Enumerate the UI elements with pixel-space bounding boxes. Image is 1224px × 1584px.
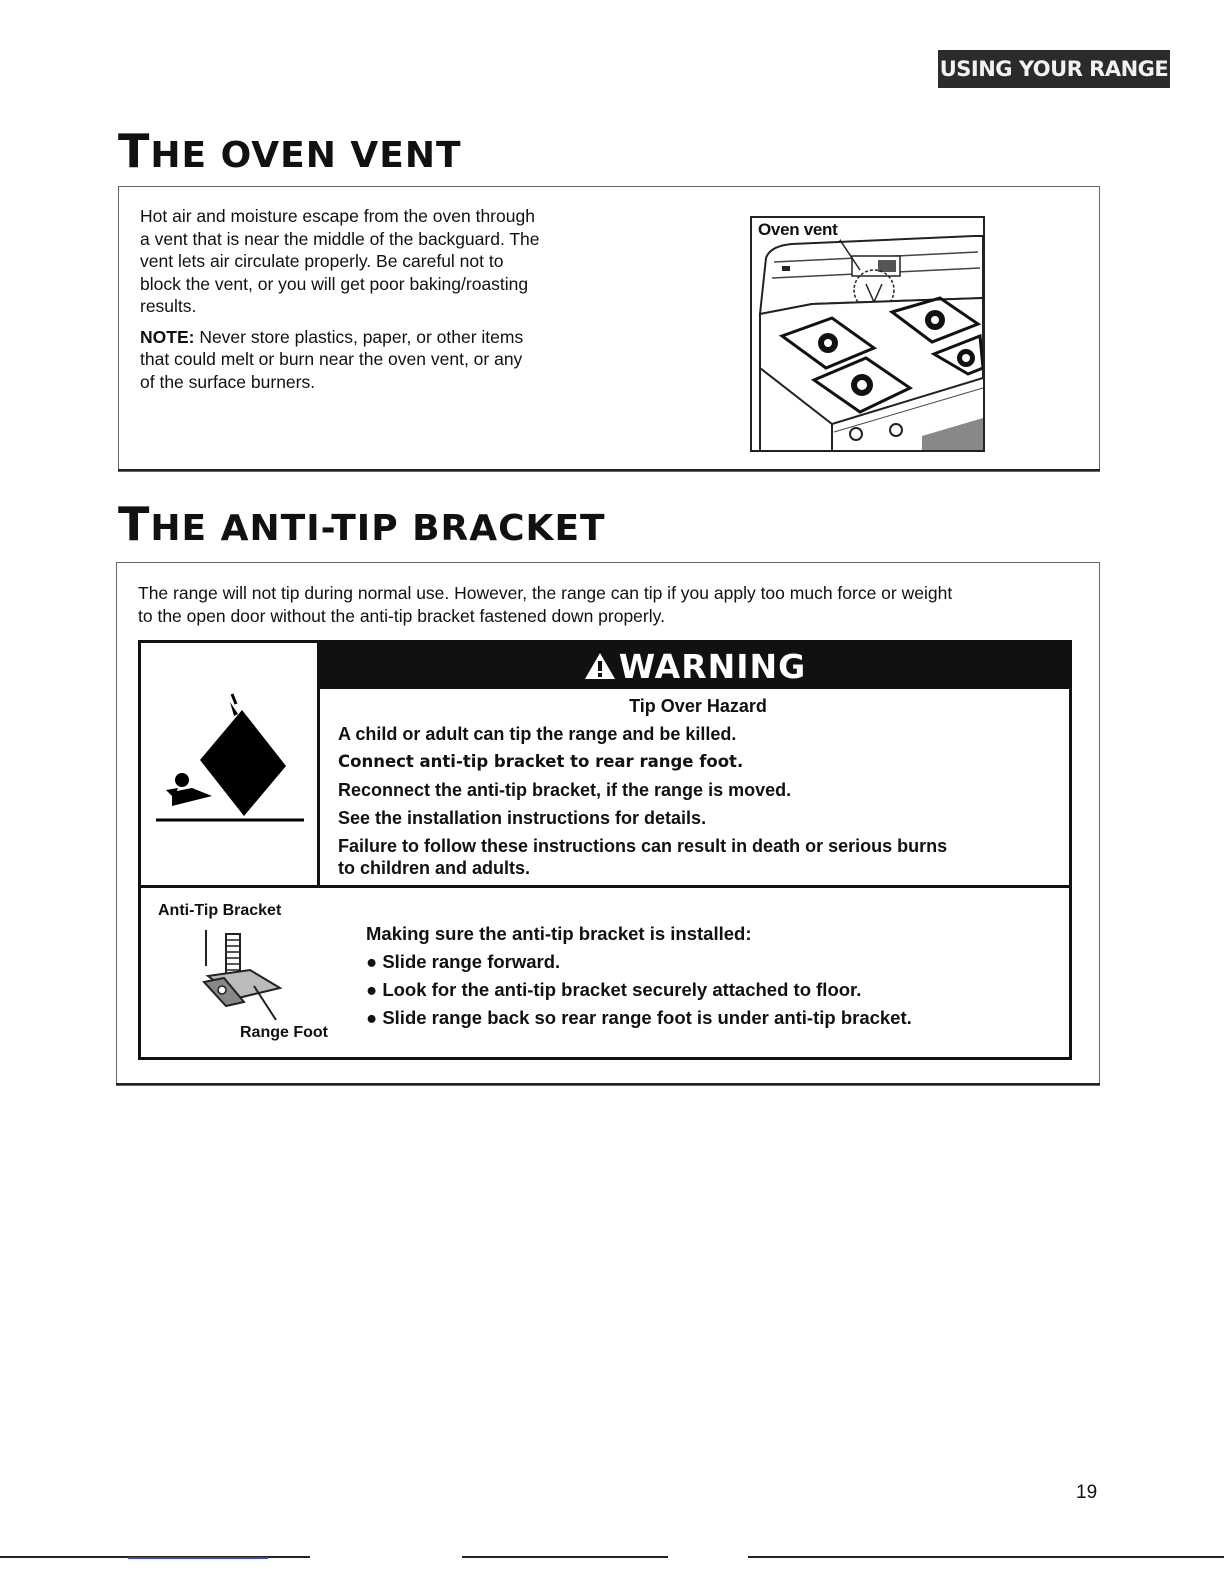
footer-rule-accent (128, 1557, 268, 1559)
tip-over-icon (152, 692, 308, 828)
warning-text (338, 695, 1058, 879)
anti-tip-title-rest: HE ANTI-TIP BRACKET (150, 508, 606, 549)
bullet-icon: ● (366, 979, 383, 1000)
oven-vent-line: a vent that is near the middle of the backguard. The (140, 228, 540, 249)
section-tab-label: USING YOUR RANGE (939, 57, 1169, 81)
note-text: Never store plastics, paper, or other items (194, 326, 524, 347)
checklist (366, 920, 912, 1032)
anti-tip-bracket-icon (196, 926, 296, 1022)
oven-vent-text (140, 205, 600, 393)
warning-line: See the installation instructions for details. (338, 808, 707, 828)
oven-vent-title (118, 124, 462, 178)
note-line: of the surface burners. (140, 371, 316, 392)
warning-line: Reconnect the anti-tip bracket, if the range is moved. (338, 780, 792, 800)
warning-banner (320, 643, 1069, 689)
checklist-item (366, 976, 912, 1004)
note-line (140, 326, 600, 349)
checklist-item-text: Slide range back so rear range foot is under anti-tip bracket. (382, 1007, 912, 1028)
oven-vent-figure (750, 216, 985, 452)
warning-line: to children and adults. (338, 858, 531, 878)
checklist-item-text: Slide range forward. (382, 951, 561, 972)
oven-vent-line: results. (140, 296, 197, 316)
anti-tip-intro (138, 582, 1088, 627)
tip-over-figure (152, 692, 308, 828)
note-label: NOTE: (140, 326, 195, 347)
footer-rule (748, 1556, 1224, 1558)
oven-vent-line: Hot air and moisture escape from the oven through (140, 206, 535, 226)
warning-line: Connect anti-tip bracket to rear range foot. (338, 752, 744, 771)
bracket-figure (196, 926, 296, 1022)
warning-triangle-icon (583, 651, 617, 681)
anti-tip-bottom-rule (116, 1083, 1100, 1085)
intro-line: to the open door without the anti-tip bracket fastened down properly. (138, 605, 665, 626)
checklist-item-text: Look for the anti-tip bracket securely attached to floor. (382, 979, 862, 1000)
warning-banner-label: WARNING (618, 646, 807, 686)
checklist-item (366, 1004, 912, 1032)
oven-vent-bottom-rule (118, 469, 1100, 471)
warning-heading: Tip Over Hazard (629, 696, 767, 716)
oven-vent-title-rest: HE OVEN VENT (150, 135, 462, 176)
range-foot-label: Range Foot (240, 1024, 328, 1041)
warning-line: A child or adult can tip the range and be killed. (338, 724, 737, 744)
section-tab (938, 50, 1170, 88)
oven-vent-title-cap: T (118, 124, 151, 178)
intro-line: The range will not tip during normal use. However, the range can tip if you apply too much force or weight (138, 583, 953, 603)
footer-rule (462, 1556, 668, 1558)
page-number: 19 (1076, 1482, 1098, 1503)
anti-tip-bracket-label: Anti-Tip Bracket (158, 902, 282, 919)
bullet-icon: ● (366, 951, 383, 972)
oven-vent-line: vent lets air circulate properly. Be careful not to (140, 251, 504, 271)
range-top-illustration (752, 218, 983, 450)
checklist-heading: Making sure the anti-tip bracket is installed: (366, 923, 752, 944)
warning-line: Failure to follow these instructions can result in death or serious burns (338, 836, 948, 856)
oven-vent-line: block the vent, or you will get poor baking/roasting (140, 273, 529, 294)
anti-tip-title-cap: T (118, 497, 151, 551)
bullet-icon: ● (366, 1007, 383, 1028)
note-line: that could melt or burn near the oven vent, or any (140, 349, 523, 369)
checklist-item (366, 948, 912, 976)
warning-bottom-divider (138, 885, 1072, 888)
anti-tip-title (118, 497, 606, 551)
oven-vent-figure-label: Oven vent (758, 220, 838, 239)
